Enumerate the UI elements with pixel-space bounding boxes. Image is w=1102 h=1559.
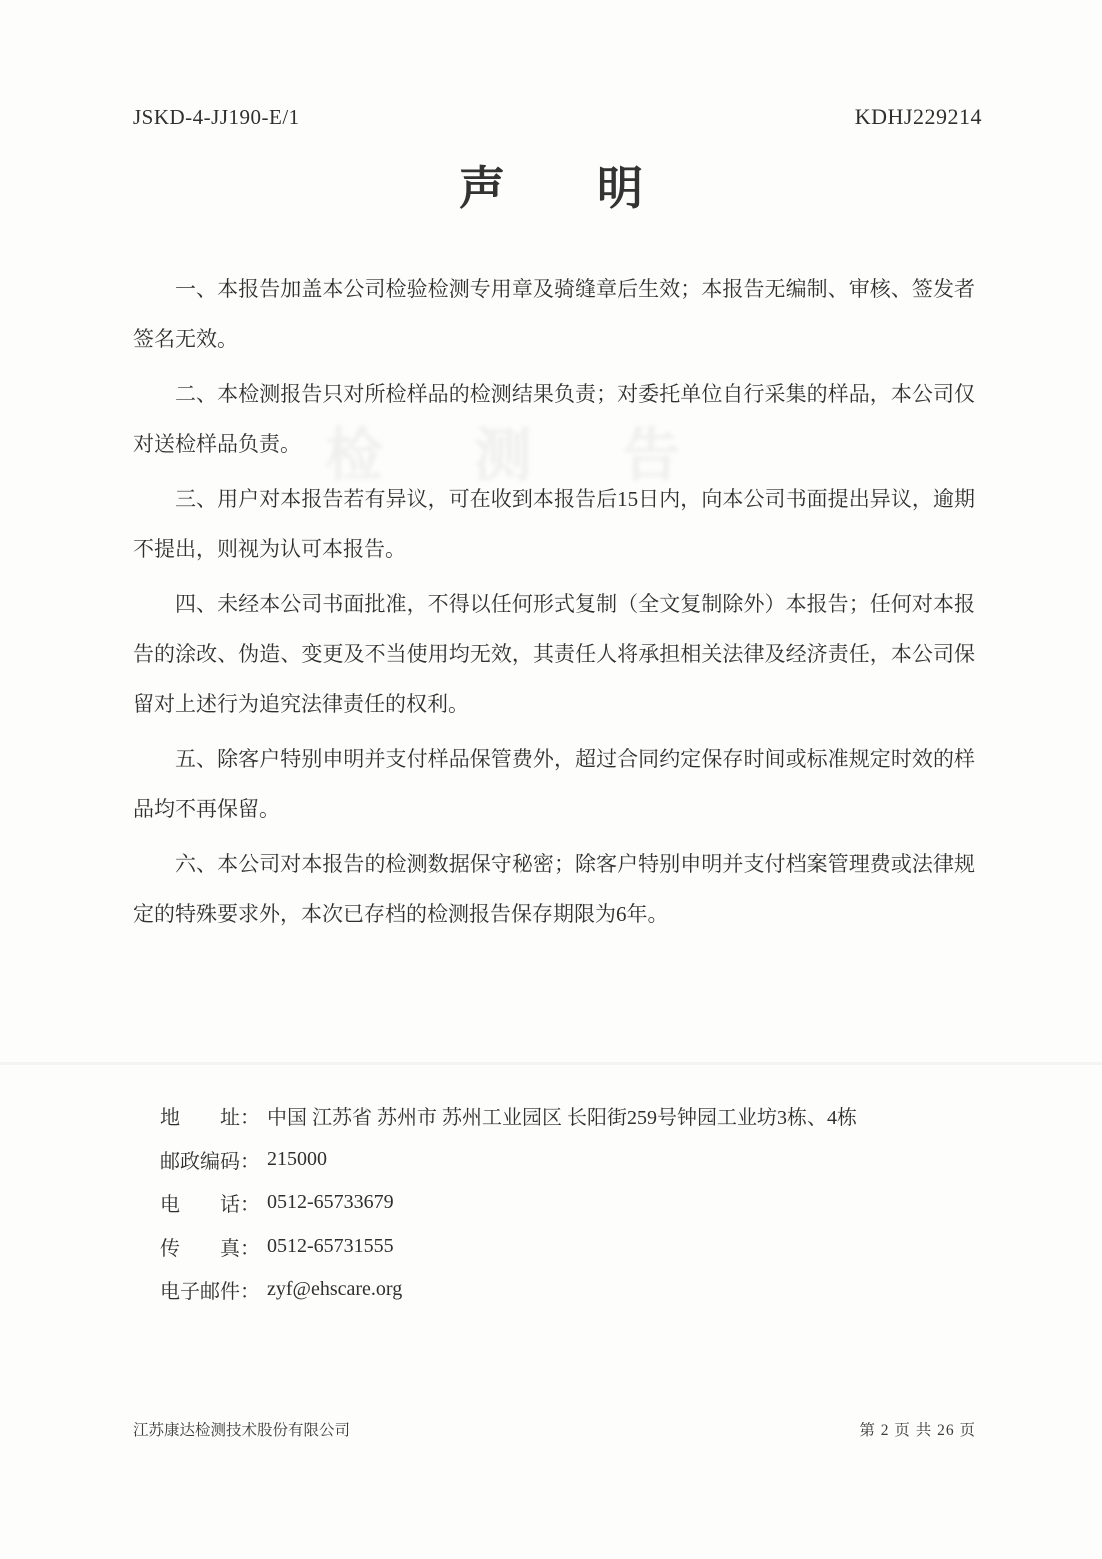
statement-paragraph-2: 二、本检测报告只对所检样品的检测结果负责；对委托单位自行采集的样品，本公司仅对送检样品负责。 (133, 382, 975, 456)
statement-paragraph-3: 三、用户对本报告若有异议，可在收到本报告后15日内，向本公司书面提出异议，逾期不提出，则视为认可本报告。 (133, 487, 975, 561)
contact-value-postcode: 215000 (267, 1147, 327, 1170)
page-title: 声 明 (459, 163, 643, 214)
contact-label-email: 电子邮件： (160, 1281, 260, 1304)
contact-value-address: 中国 江苏省 苏州市 苏州工业园区 长阳街259号钟园工业坊3栋、4栋 (267, 1107, 857, 1130)
document-code: JSKD-4-JJ190-E/1 (133, 105, 300, 129)
statement-paragraph-5: 五、除客户特别申明并支付样品保管费外，超过合同约定保存时间或标准规定时效的样品均不再保留。 (133, 747, 975, 821)
contact-row-email (160, 1268, 857, 1312)
scan-line-artifact (0, 1062, 1102, 1065)
page-footer (133, 1418, 976, 1440)
document-header (133, 104, 982, 130)
contact-label-phone: 电 话： (160, 1194, 260, 1217)
contact-value-phone: 0512-65733679 (267, 1191, 394, 1214)
statement-paragraph-1: 一、本报告加盖本公司检验检测专用章及骑缝章后生效；本报告无编制、审核、签发者签名无效。 (133, 277, 975, 351)
contact-info-block (160, 1094, 857, 1312)
contact-value-fax: 0512-65731555 (267, 1234, 394, 1257)
footer-company-name: 江苏康达检测技术股份有限公司 (133, 1422, 351, 1439)
footer-page-number: 第 2 页 共 26 页 (859, 1422, 976, 1439)
contact-row-phone (160, 1181, 857, 1225)
contact-value-email: zyf@ehscare.org (267, 1278, 403, 1301)
statement-paragraph-6: 六、本公司对本报告的检测数据保守秘密；除客户特别申明并支付档案管理费或法律规定的特殊要求外，本次已存档的检测报告保存期限为6年。 (133, 852, 975, 926)
contact-label-address: 地 址： (160, 1107, 260, 1130)
scan-bleed-through-watermark: 检 测 告 (325, 423, 719, 488)
statement-paragraph-4: 四、未经本公司书面批准，不得以任何形式复制（全文复制除外）本报告；任何对本报告的涂改、伪造、变更及不当使用均无效，其责任人将承担相关法律及经济责任，本公司保留对上述行为追究法律责任的权利。 (133, 592, 975, 716)
contact-row-fax (160, 1225, 857, 1269)
statement-body (133, 264, 975, 944)
contact-row-address (160, 1094, 857, 1138)
report-number: KDHJ229214 (854, 104, 982, 129)
contact-row-postcode (160, 1138, 857, 1182)
contact-label-fax: 传 真： (160, 1237, 260, 1260)
contact-label-postcode: 邮政编码： (160, 1150, 260, 1173)
